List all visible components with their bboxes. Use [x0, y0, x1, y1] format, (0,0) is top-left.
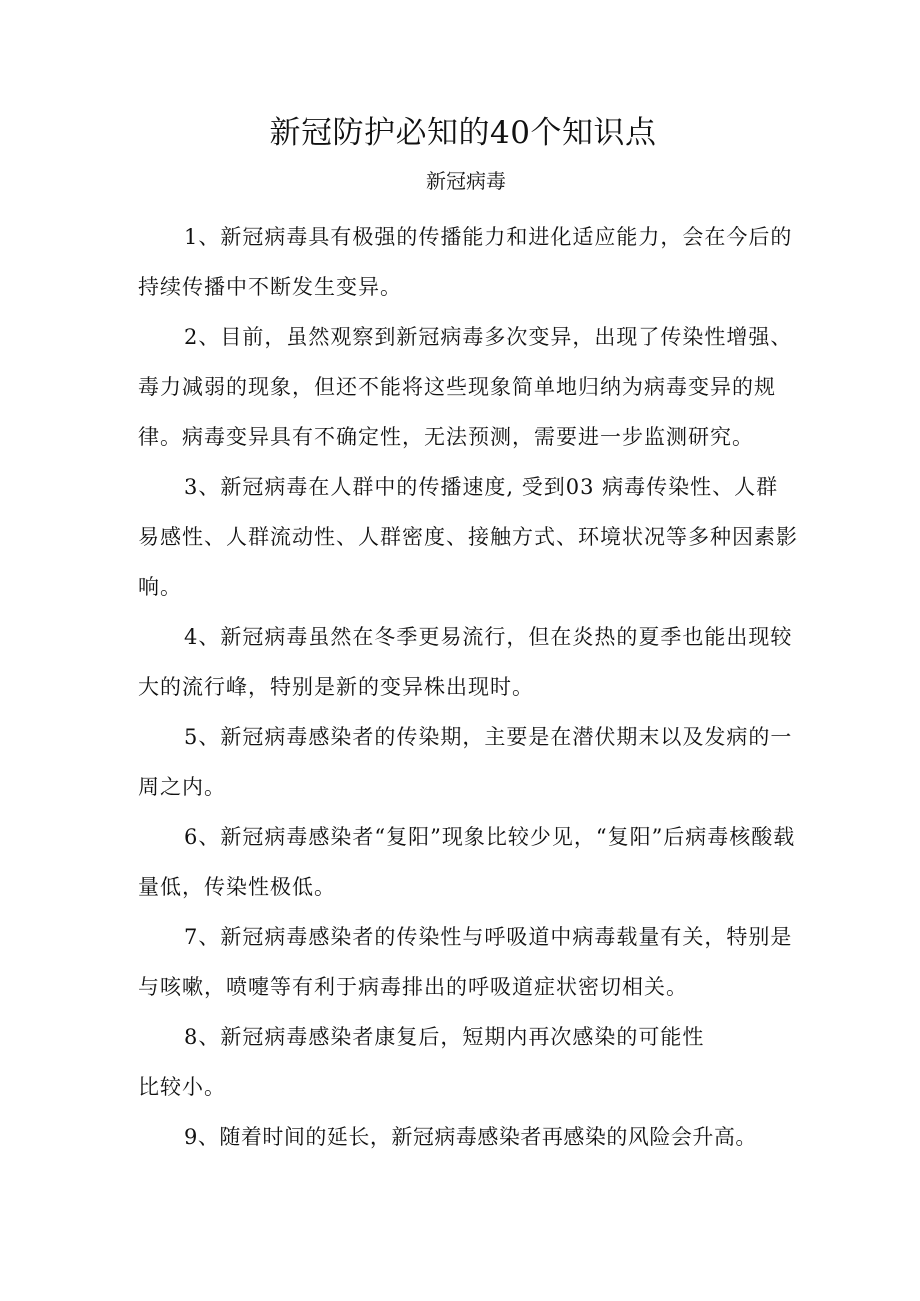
paragraph-6: 6、新冠病毒感染者“复阳”现象比较少见，“复阳”后病毒核酸载量低，传染性极低。: [138, 825, 796, 899]
paragraph-5: 5、新冠病毒感染者的传染期，主要是在潜伏期末以及发病的一周之内。: [138, 725, 793, 799]
paragraph-8-line-2: 比较小。: [138, 1075, 226, 1099]
paragraph-3: 3、新冠病毒在人群中的传播速度, 受到03 病毒传染性、人群易感性、人群流动性、人群密度、接触方式、环境状况等多种因素影响。: [138, 475, 798, 599]
paragraph-8: [138, 1012, 798, 1112]
section-subtitle: 新冠病毒: [426, 169, 506, 193]
paragraph-4: 4、新冠病毒虽然在冬季更易流行，但在炎热的夏季也能出现较大的流行峰，特别是新的变异株出现时。: [138, 625, 793, 699]
paragraph-1: 1、新冠病毒具有极强的传播能力和进化适应能力，会在今后的持续传播中不断发生变异。: [138, 225, 793, 299]
page-title: 新冠防护必知的40个知识点: [269, 115, 657, 151]
paragraph-7: 7、新冠病毒感染者的传染性与呼吸道中病毒载量有关，特别是与咳嗽，喷嚏等有利于病毒排出的呼吸道症状密切相关。: [138, 925, 793, 999]
paragraph-9: 9、随着时间的延长，新冠病毒感染者再感染的风险会升高。: [184, 1125, 757, 1149]
paragraph-2: 2、目前，虽然观察到新冠病毒多次变异，出现了传染性增强、毒力减弱的现象，但还不能将这些现象简单地归纳为病毒变异的规律。病毒变异具有不确定性，无法预测，需要进一步监测研究。: [138, 325, 793, 449]
document-page: [138, 104, 798, 1162]
paragraph-8-line-1: 8、新冠病毒感染者康复后，短期内再次感染的可能性: [184, 1025, 705, 1049]
